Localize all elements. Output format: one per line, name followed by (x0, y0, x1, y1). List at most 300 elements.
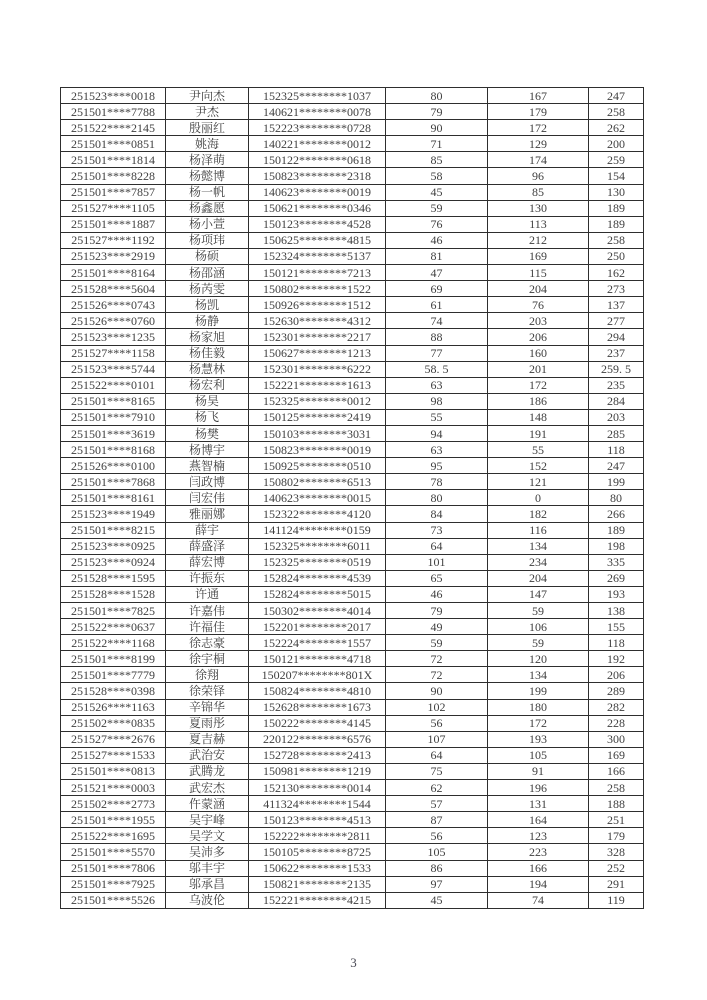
cell-score-2: 199 (488, 683, 589, 699)
cell-score-2: 179 (488, 104, 589, 120)
cell-score-2: 180 (488, 699, 589, 715)
cell-score-total: 262 (589, 120, 644, 136)
cell-score-2: 182 (488, 506, 589, 522)
cell-id-no: 140621********0078 (249, 104, 386, 120)
table-row (61, 683, 644, 699)
cell-id-no: 150625********4815 (249, 232, 386, 248)
cell-name: 邬承昌 (166, 876, 249, 892)
cell-exam-no: 251502****0835 (61, 715, 166, 731)
cell-name: 许振东 (166, 570, 249, 586)
cell-name: 徐志豪 (166, 635, 249, 651)
table-row (61, 200, 644, 216)
cell-name: 薛盛泽 (166, 538, 249, 554)
cell-score-2: 152 (488, 458, 589, 474)
cell-score-total: 258 (589, 104, 644, 120)
cell-exam-no: 251528****1595 (61, 570, 166, 586)
cell-score-total: 199 (589, 474, 644, 490)
cell-name: 闫政博 (166, 474, 249, 490)
cell-exam-no: 251501****7910 (61, 409, 166, 425)
cell-id-no: 152324********5137 (249, 248, 386, 264)
cell-name: 杨昊 (166, 393, 249, 409)
cell-exam-no: 251501****5570 (61, 844, 166, 860)
cell-exam-no: 251526****1163 (61, 699, 166, 715)
cell-score-2: 129 (488, 136, 589, 152)
cell-name: 吴宇峰 (166, 812, 249, 828)
cell-score-total: 137 (589, 297, 644, 313)
cell-score-1: 101 (386, 554, 488, 570)
cell-name: 许通 (166, 586, 249, 602)
cell-exam-no: 251501****7868 (61, 474, 166, 490)
cell-score-1: 57 (386, 796, 488, 812)
table-row (61, 409, 644, 425)
cell-id-no: 150123********4528 (249, 216, 386, 232)
cell-score-1: 88 (386, 329, 488, 345)
table-row (61, 860, 644, 876)
cell-exam-no: 251523****0925 (61, 538, 166, 554)
cell-id-no: 150121********4718 (249, 651, 386, 667)
table-row (61, 876, 644, 892)
cell-id-no: 152728********2413 (249, 747, 386, 763)
cell-exam-no: 251501****0851 (61, 136, 166, 152)
table-row (61, 780, 644, 796)
cell-score-1: 86 (386, 860, 488, 876)
cell-score-1: 78 (386, 474, 488, 490)
cell-score-1: 74 (386, 313, 488, 329)
cell-name: 武宏杰 (166, 780, 249, 796)
cell-id-no: 152630********4312 (249, 313, 386, 329)
table-row (61, 538, 644, 554)
cell-name: 姚海 (166, 136, 249, 152)
table-row (61, 361, 644, 377)
cell-name: 徐荣铎 (166, 683, 249, 699)
cell-exam-no: 251501****7857 (61, 184, 166, 200)
cell-score-2: 206 (488, 329, 589, 345)
cell-score-2: 59 (488, 635, 589, 651)
cell-name: 杨邵涵 (166, 265, 249, 281)
cell-score-total: 118 (589, 635, 644, 651)
cell-score-total: 80 (589, 490, 644, 506)
cell-id-no: 152322********4120 (249, 506, 386, 522)
cell-id-no: 150981********1219 (249, 763, 386, 779)
cell-exam-no: 251523****5744 (61, 361, 166, 377)
cell-id-no: 152628********1673 (249, 699, 386, 715)
cell-name: 薛宏博 (166, 554, 249, 570)
cell-score-total: 247 (589, 458, 644, 474)
cell-name: 许福佳 (166, 619, 249, 635)
cell-score-2: 160 (488, 345, 589, 361)
table-row (61, 425, 644, 441)
cell-score-2: 131 (488, 796, 589, 812)
cell-score-1: 55 (386, 409, 488, 425)
table-row (61, 490, 644, 506)
cell-score-1: 90 (386, 683, 488, 699)
table-row (61, 88, 644, 104)
cell-score-1: 98 (386, 393, 488, 409)
cell-score-1: 69 (386, 281, 488, 297)
table-row (61, 570, 644, 586)
cell-id-no: 150627********1213 (249, 345, 386, 361)
cell-score-total: 200 (589, 136, 644, 152)
cell-score-2: 193 (488, 731, 589, 747)
cell-id-no: 150802********6513 (249, 474, 386, 490)
cell-exam-no: 251501****1887 (61, 216, 166, 232)
cell-score-1: 47 (386, 265, 488, 281)
cell-score-1: 58. 5 (386, 361, 488, 377)
cell-score-total: 130 (589, 184, 644, 200)
cell-id-no: 150621********0346 (249, 200, 386, 216)
cell-score-total: 119 (589, 892, 644, 908)
cell-exam-no: 251523****1235 (61, 329, 166, 345)
cell-score-2: 91 (488, 763, 589, 779)
cell-id-no: 150926********1512 (249, 297, 386, 313)
cell-name: 夏吉赫 (166, 731, 249, 747)
cell-score-total: 138 (589, 603, 644, 619)
cell-score-2: 134 (488, 538, 589, 554)
table-row (61, 265, 644, 281)
table-row (61, 232, 644, 248)
cell-score-2: 121 (488, 474, 589, 490)
cell-id-no: 141124********0159 (249, 522, 386, 538)
cell-score-2: 169 (488, 248, 589, 264)
cell-id-no: 150823********2318 (249, 168, 386, 184)
cell-name: 尹向杰 (166, 88, 249, 104)
cell-exam-no: 251501****8168 (61, 442, 166, 458)
cell-name: 杨凯 (166, 297, 249, 313)
table-row (61, 619, 644, 635)
cell-score-1: 63 (386, 442, 488, 458)
cell-score-total: 300 (589, 731, 644, 747)
cell-name: 杨鑫愿 (166, 200, 249, 216)
cell-id-no: 220122********6576 (249, 731, 386, 747)
page-number: 3 (350, 955, 357, 970)
cell-score-total: 162 (589, 265, 644, 281)
table-row (61, 603, 644, 619)
table-row (61, 522, 644, 538)
cell-id-no: 152325********0012 (249, 393, 386, 409)
cell-id-no: 152325********0519 (249, 554, 386, 570)
cell-score-1: 65 (386, 570, 488, 586)
cell-score-2: 74 (488, 892, 589, 908)
cell-name: 杨项玮 (166, 232, 249, 248)
cell-score-2: 55 (488, 442, 589, 458)
cell-score-1: 73 (386, 522, 488, 538)
cell-exam-no: 251526****0760 (61, 313, 166, 329)
cell-score-2: 223 (488, 844, 589, 860)
cell-exam-no: 251501****5526 (61, 892, 166, 908)
cell-score-1: 75 (386, 763, 488, 779)
cell-exam-no: 251501****7779 (61, 667, 166, 683)
cell-score-total: 169 (589, 747, 644, 763)
cell-score-2: 147 (488, 586, 589, 602)
cell-score-total: 335 (589, 554, 644, 570)
cell-score-total: 188 (589, 796, 644, 812)
cell-score-total: 266 (589, 506, 644, 522)
cell-score-2: 123 (488, 828, 589, 844)
cell-score-1: 97 (386, 876, 488, 892)
cell-score-2: 166 (488, 860, 589, 876)
cell-score-2: 204 (488, 570, 589, 586)
cell-name: 闫宏伟 (166, 490, 249, 506)
table-row (61, 635, 644, 651)
table-row (61, 345, 644, 361)
cell-score-2: 76 (488, 297, 589, 313)
cell-exam-no: 251501****1955 (61, 812, 166, 828)
cell-id-no: 140623********0015 (249, 490, 386, 506)
cell-id-no: 152301********6222 (249, 361, 386, 377)
cell-score-2: 120 (488, 651, 589, 667)
cell-score-2: 85 (488, 184, 589, 200)
cell-exam-no: 251501****0813 (61, 763, 166, 779)
cell-exam-no: 251501****7925 (61, 876, 166, 892)
cell-score-2: 172 (488, 715, 589, 731)
cell-score-total: 228 (589, 715, 644, 731)
cell-name: 薛宇 (166, 522, 249, 538)
cell-name: 杨芮雯 (166, 281, 249, 297)
table-row (61, 297, 644, 313)
table-row (61, 747, 644, 763)
cell-id-no: 140221********0012 (249, 136, 386, 152)
cell-score-1: 45 (386, 892, 488, 908)
cell-id-no: 150207********801X (249, 667, 386, 683)
table-row (61, 442, 644, 458)
cell-name: 许嘉伟 (166, 603, 249, 619)
cell-score-1: 49 (386, 619, 488, 635)
cell-id-no: 150802********1522 (249, 281, 386, 297)
cell-score-1: 80 (386, 88, 488, 104)
cell-id-no: 152222********2811 (249, 828, 386, 844)
cell-score-1: 56 (386, 828, 488, 844)
cell-score-total: 189 (589, 522, 644, 538)
table-row (61, 248, 644, 264)
table-row (61, 104, 644, 120)
cell-score-1: 56 (386, 715, 488, 731)
cell-score-1: 77 (386, 345, 488, 361)
table-row (61, 554, 644, 570)
cell-id-no: 140623********0019 (249, 184, 386, 200)
cell-id-no: 150122********0618 (249, 152, 386, 168)
cell-score-1: 45 (386, 184, 488, 200)
cell-score-1: 90 (386, 120, 488, 136)
cell-name: 尹杰 (166, 104, 249, 120)
cell-score-total: 193 (589, 586, 644, 602)
cell-score-total: 166 (589, 763, 644, 779)
cell-score-2: 201 (488, 361, 589, 377)
cell-score-1: 95 (386, 458, 488, 474)
cell-score-2: 196 (488, 780, 589, 796)
cell-score-total: 328 (589, 844, 644, 860)
cell-score-total: 291 (589, 876, 644, 892)
cell-score-total: 258 (589, 232, 644, 248)
cell-name: 吴沛多 (166, 844, 249, 860)
cell-id-no: 152130********0014 (249, 780, 386, 796)
cell-exam-no: 251501****3619 (61, 425, 166, 441)
table-row (61, 458, 644, 474)
cell-score-total: 247 (589, 88, 644, 104)
cell-id-no: 152301********2217 (249, 329, 386, 345)
cell-score-1: 46 (386, 586, 488, 602)
table-row (61, 136, 644, 152)
cell-score-1: 64 (386, 747, 488, 763)
table-row (61, 586, 644, 602)
cell-name: 武腾龙 (166, 763, 249, 779)
cell-exam-no: 251523****0018 (61, 88, 166, 104)
cell-score-total: 237 (589, 345, 644, 361)
cell-exam-no: 251526****0100 (61, 458, 166, 474)
cell-score-1: 64 (386, 538, 488, 554)
score-table-body (61, 88, 644, 909)
cell-score-total: 251 (589, 812, 644, 828)
cell-score-total: 189 (589, 216, 644, 232)
table-row (61, 393, 644, 409)
cell-id-no: 152325********1037 (249, 88, 386, 104)
table-row (61, 651, 644, 667)
cell-score-2: 186 (488, 393, 589, 409)
cell-name: 杨小萱 (166, 216, 249, 232)
cell-score-2: 212 (488, 232, 589, 248)
table-row (61, 844, 644, 860)
cell-name: 雅丽娜 (166, 506, 249, 522)
cell-exam-no: 251527****1192 (61, 232, 166, 248)
cell-exam-no: 251501****1814 (61, 152, 166, 168)
cell-score-total: 235 (589, 377, 644, 393)
cell-exam-no: 251528****0398 (61, 683, 166, 699)
cell-score-2: 59 (488, 603, 589, 619)
cell-name: 邬丰宇 (166, 860, 249, 876)
cell-score-1: 71 (386, 136, 488, 152)
cell-score-total: 206 (589, 667, 644, 683)
cell-id-no: 150105********8725 (249, 844, 386, 860)
table-row (61, 796, 644, 812)
cell-name: 杨静 (166, 313, 249, 329)
cell-exam-no: 251501****8199 (61, 651, 166, 667)
cell-exam-no: 251528****5604 (61, 281, 166, 297)
cell-name: 殷丽红 (166, 120, 249, 136)
table-row (61, 892, 644, 908)
cell-score-2: 203 (488, 313, 589, 329)
cell-name: 杨一帆 (166, 184, 249, 200)
cell-score-total: 259. 5 (589, 361, 644, 377)
cell-score-total: 277 (589, 313, 644, 329)
cell-exam-no: 251521****0003 (61, 780, 166, 796)
cell-score-total: 282 (589, 699, 644, 715)
cell-exam-no: 251501****8165 (61, 393, 166, 409)
cell-exam-no: 251522****2145 (61, 120, 166, 136)
cell-score-total: 285 (589, 425, 644, 441)
cell-name: 武治安 (166, 747, 249, 763)
cell-name: 杨佳毅 (166, 345, 249, 361)
cell-exam-no: 251523****0924 (61, 554, 166, 570)
cell-score-1: 72 (386, 667, 488, 683)
cell-score-total: 294 (589, 329, 644, 345)
cell-score-total: 259 (589, 152, 644, 168)
cell-score-total: 203 (589, 409, 644, 425)
cell-name: 杨懿博 (166, 168, 249, 184)
table-row (61, 216, 644, 232)
cell-score-total: 198 (589, 538, 644, 554)
cell-score-2: 194 (488, 876, 589, 892)
cell-id-no: 152224********1557 (249, 635, 386, 651)
table-row (61, 474, 644, 490)
table-row (61, 731, 644, 747)
cell-exam-no: 251502****2773 (61, 796, 166, 812)
cell-score-1: 81 (386, 248, 488, 264)
cell-exam-no: 251501****7788 (61, 104, 166, 120)
cell-exam-no: 251522****0637 (61, 619, 166, 635)
table-row (61, 812, 644, 828)
cell-exam-no: 251523****2919 (61, 248, 166, 264)
cell-score-1: 79 (386, 104, 488, 120)
cell-score-1: 79 (386, 603, 488, 619)
table-row (61, 377, 644, 393)
cell-score-1: 80 (386, 490, 488, 506)
table-row (61, 763, 644, 779)
cell-score-2: 130 (488, 200, 589, 216)
cell-score-1: 59 (386, 200, 488, 216)
table-row (61, 313, 644, 329)
cell-score-2: 148 (488, 409, 589, 425)
table-row (61, 120, 644, 136)
table-row (61, 506, 644, 522)
cell-id-no: 150302********4014 (249, 603, 386, 619)
cell-score-total: 273 (589, 281, 644, 297)
cell-name: 徐宇桐 (166, 651, 249, 667)
cell-id-no: 150925********0510 (249, 458, 386, 474)
cell-score-2: 0 (488, 490, 589, 506)
cell-score-2: 113 (488, 216, 589, 232)
cell-exam-no: 251501****8161 (61, 490, 166, 506)
cell-score-total: 154 (589, 168, 644, 184)
cell-score-2: 204 (488, 281, 589, 297)
cell-id-no: 152223********0728 (249, 120, 386, 136)
cell-score-1: 105 (386, 844, 488, 860)
cell-id-no: 152824********5015 (249, 586, 386, 602)
cell-score-1: 46 (386, 232, 488, 248)
cell-score-total: 179 (589, 828, 644, 844)
cell-score-1: 87 (386, 812, 488, 828)
cell-score-2: 116 (488, 522, 589, 538)
cell-name: 吴学文 (166, 828, 249, 844)
cell-name: 杨飞 (166, 409, 249, 425)
table-row (61, 184, 644, 200)
cell-name: 徐翔 (166, 667, 249, 683)
cell-exam-no: 251527****1533 (61, 747, 166, 763)
cell-exam-no: 251526****0743 (61, 297, 166, 313)
cell-score-2: 115 (488, 265, 589, 281)
table-row (61, 152, 644, 168)
cell-exam-no: 251528****1528 (61, 586, 166, 602)
cell-score-1: 107 (386, 731, 488, 747)
cell-score-2: 134 (488, 667, 589, 683)
cell-score-2: 96 (488, 168, 589, 184)
cell-exam-no: 251527****1158 (61, 345, 166, 361)
cell-exam-no: 251522****1168 (61, 635, 166, 651)
cell-score-total: 155 (589, 619, 644, 635)
cell-score-2: 172 (488, 120, 589, 136)
cell-score-total: 284 (589, 393, 644, 409)
cell-score-2: 105 (488, 747, 589, 763)
cell-name: 杨泽萌 (166, 152, 249, 168)
cell-score-1: 58 (386, 168, 488, 184)
cell-score-1: 76 (386, 216, 488, 232)
cell-id-no: 150103********3031 (249, 425, 386, 441)
cell-id-no: 150821********2135 (249, 876, 386, 892)
cell-score-1: 59 (386, 635, 488, 651)
cell-id-no: 411324********1544 (249, 796, 386, 812)
cell-name: 燕智楠 (166, 458, 249, 474)
cell-exam-no: 251522****1695 (61, 828, 166, 844)
cell-score-1: 94 (386, 425, 488, 441)
cell-id-no: 150622********1533 (249, 860, 386, 876)
